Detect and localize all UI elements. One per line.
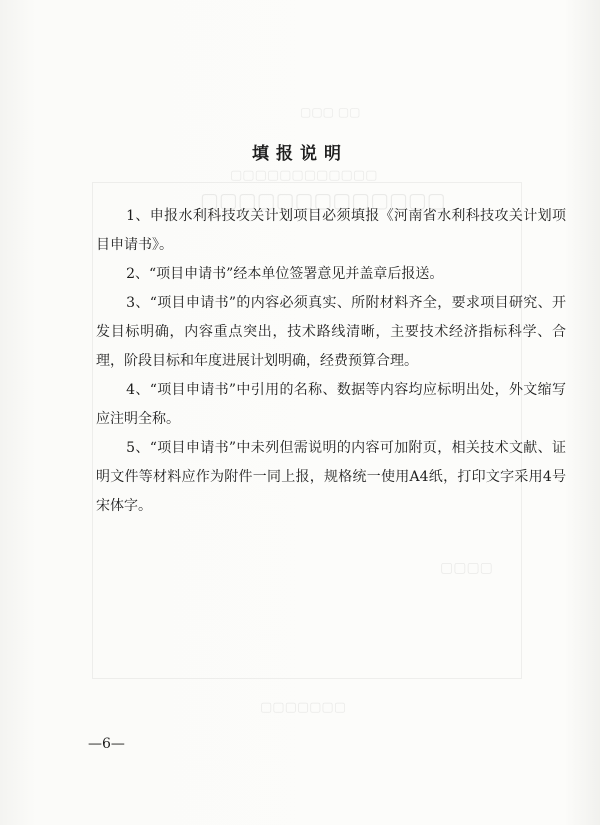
- instruction-paragraph-2: 2、“项目申请书”经本单位签署意见并盖章后报送。: [126, 266, 444, 282]
- bleed-through-text: ▢▢▢▢: [440, 560, 493, 576]
- bleed-through-text: ▢▢▢▢▢▢▢▢▢▢▢▢: [230, 168, 378, 183]
- bleed-through-text: ▢▢▢ ▢▢: [300, 105, 361, 119]
- instruction-paragraph-4: 4、“项目申请书”中引用的名称、数据等内容均应标明出处，外文缩写应注明全称。: [96, 382, 566, 427]
- page-number: —6—: [88, 736, 125, 752]
- instruction-paragraph-5: 5、“项目申请书”中未列但需说明的内容可加附页，相关技术文献、证明文件等材料应作为附件一同上报，规格统一使用A4纸，打印文字采用4号宋体字。: [96, 440, 566, 514]
- bleed-through-text: ▢▢▢▢▢▢▢▢▢▢▢▢▢: [200, 188, 446, 212]
- bleed-through-text: ▢▢▢▢▢▢▢: [260, 700, 346, 715]
- instruction-paragraph-3: 3、“项目申请书”的内容必须真实、所附材料齐全，要求项目研究、开发目标明确，内容重点突出，技术路线清晰，主要技术经济指标科学、合理，阶段目标和年度进展计划明确，经费预算合理。: [96, 295, 566, 369]
- instructions-body: [96, 202, 566, 521]
- page-title: 填报说明: [252, 144, 348, 164]
- instruction-paragraph-1: 1、申报水利科技攻关计划项目必须填报《河南省水利科技攻关计划项目申请书》。: [96, 208, 566, 253]
